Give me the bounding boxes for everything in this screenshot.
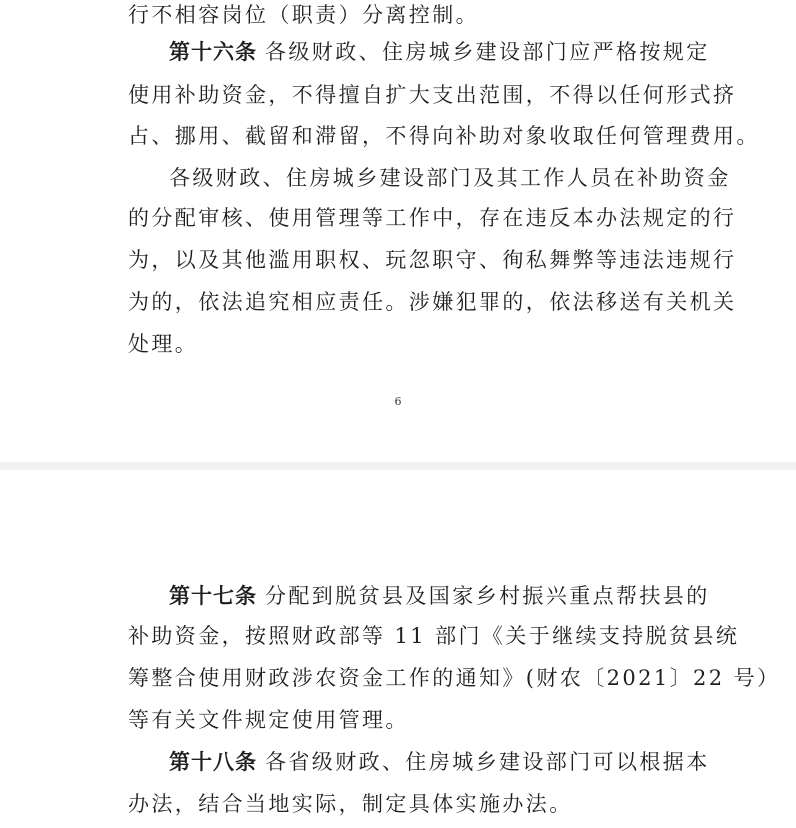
article-17-first-line xyxy=(169,581,710,611)
text-line: 等有关文件规定使用管理。 xyxy=(128,708,409,732)
page-number: 6 xyxy=(394,395,402,408)
text-line: 行不相容岗位（职责）分离控制。 xyxy=(128,3,479,27)
text-line: 处理。 xyxy=(128,332,199,356)
document-page-bottom xyxy=(0,470,796,828)
text-line: 各级财政、住房城乡建设部门及其工作人员在补助资金 xyxy=(169,166,731,190)
text-line: 筹整合使用财政涉农资金工作的通知》(财农〔2021〕22 号） xyxy=(128,666,781,690)
text-line: 为的，依法追究相应责任。涉嫌犯罪的，依法移送有关机关 xyxy=(128,290,737,314)
article-16-label: 第十六条 xyxy=(169,39,257,64)
article-17-label: 第十七条 xyxy=(169,583,257,608)
text-line: 的分配审核、使用管理等工作中，存在违反本办法规定的行 xyxy=(128,206,737,230)
article-16-first-line xyxy=(169,37,710,67)
text-line: 使用补助资金，不得擅自扩大支出范围，不得以任何形式挤 xyxy=(128,83,737,107)
article-18-label: 第十八条 xyxy=(169,749,257,774)
article-17-text: 分配到脱贫县及国家乡村振兴重点帮扶县的 xyxy=(265,584,710,608)
article-16-text: 各级财政、住房城乡建设部门应严格按规定 xyxy=(265,40,710,64)
article-18-text: 各省级财政、住房城乡建设部门可以根据本 xyxy=(265,750,710,774)
text-line: 办法，结合当地实际，制定具体实施办法。 xyxy=(128,792,573,816)
text-line: 占、挪用、截留和滞留，不得向补助对象收取任何管理费用。 xyxy=(128,124,760,148)
text-line: 补助资金，按照财政部等 11 部门《关于继续支持脱贫县统 xyxy=(128,624,740,648)
text-line: 为，以及其他滥用职权、玩忽职守、徇私舞弊等违法违规行 xyxy=(128,248,737,272)
article-18-first-line xyxy=(169,747,710,777)
